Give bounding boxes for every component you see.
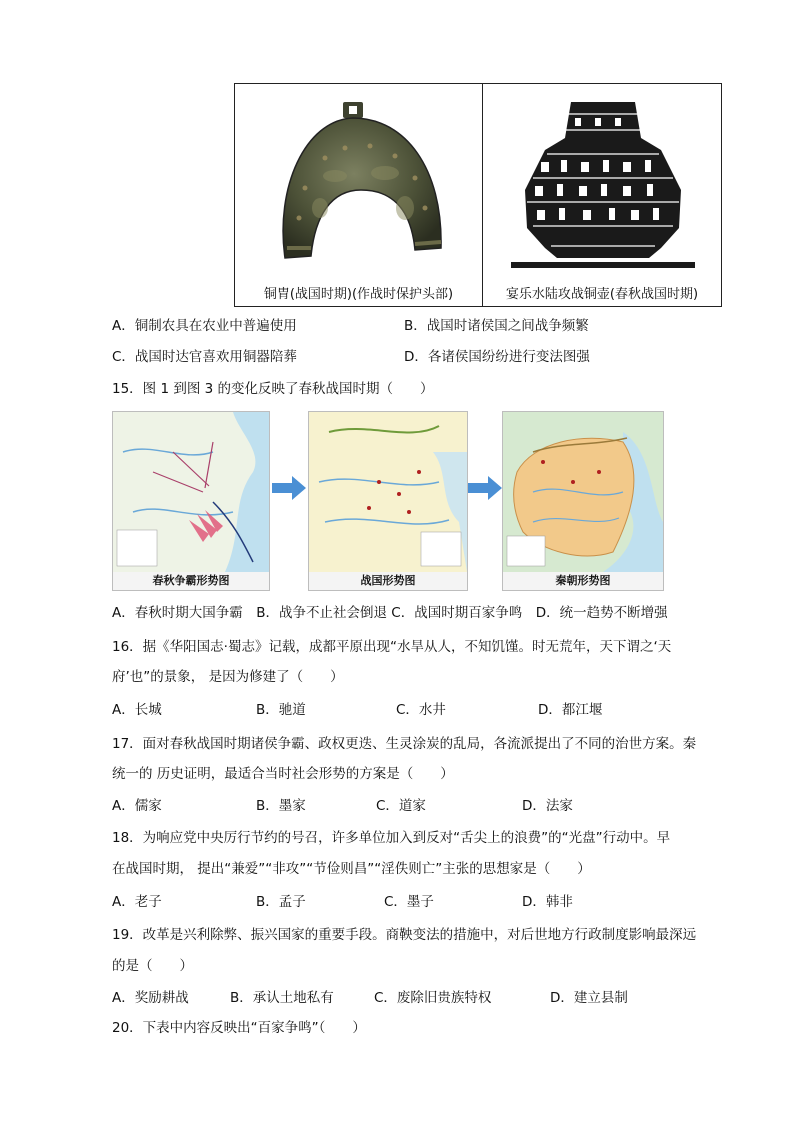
q17-stem-line-1: 17．面对春秋战国时期诸侯争霸、政权更迭、生灵涂炭的乱局，各流派提出了不同的治世方案。秦 [112,736,697,752]
bronze-helmet-image [265,98,455,270]
figure-table [234,83,722,307]
vessel-figure [483,84,721,306]
q18-stem-line-2: 在战国时期， 提出“兼爱”“非攻”“节俭则昌”“淫佚则亡”主张的思想家是（ ） [112,861,591,877]
q16-option-d: D．都江堰 [538,702,603,718]
helmet-figure [235,84,483,306]
q19-stem-line-2: 的是（ ） [112,958,193,974]
helmet-caption: 铜胄(战国时期)(作战时保护头部) [263,287,454,302]
q18-option-d: D．韩非 [522,894,573,910]
q16-stem-line-1: 16．据《华阳国志·蜀志》记载，成都平原出现“水旱从人，不知饥馑。时无荒年，天下谓之‘天 [112,639,672,655]
map-2 [308,411,468,591]
qin-dynasty-map-image [503,412,663,572]
q20-stem: 20．下表中内容反映出“百家争鸣”（ ） [112,1020,366,1036]
q18-option-b: B．孟子 [256,894,306,910]
q14-option-b: B．战国时诸侯国之间战争频繁 [404,318,589,334]
q18-stem-line-1: 18．为响应党中央厉行节约的号召，许多单位加入到反对“舌尖上的浪费”的“光盘”行动中。早 [112,830,671,846]
q19-option-a: A．奖励耕战 [112,990,189,1006]
q19-stem-line-1: 19．改革是兴利除弊、振兴国家的重要手段。商鞅变法的措施中，对后世地方行政制度影响最深远 [112,927,697,943]
vessel-caption: 宴乐水陆攻战铜壶(春秋战国时期) [505,287,699,302]
q16-stem-line-2: 府’也”的景象， 是因为修建了（ ） [112,669,344,685]
q19-option-b: B．承认土地私有 [230,990,334,1006]
q14-option-d: D．各诸侯国纷纷进行变法图强 [404,349,590,365]
q14-option-a: A．铜制农具在农业中普遍使用 [112,318,297,334]
map-1-title: 春秋争霸形势图 [152,574,230,587]
warring-states-map-image [309,412,467,572]
q16-option-b: B．驰道 [256,702,306,718]
q16-option-a: A．长城 [112,702,162,718]
map-2-title: 战国形势图 [360,574,416,587]
q18-option-c: C．墨子 [384,894,434,910]
map-3 [502,411,664,591]
q17-option-c: C．道家 [376,798,426,814]
q19-option-d: D．建立县制 [550,990,628,1006]
q15-options: A．春秋时期大国争霸 B．战争不止社会倒退 C．战国时期百家争鸣 D．统一趋势不断增强 [112,605,668,621]
q15-stem: 15．图 1 到图 3 的变化反映了春秋战国时期（ ） [112,381,434,397]
map-3-title: 秦朝形势图 [555,574,611,587]
bronze-vessel-rubbing-image [511,98,695,274]
q16-option-c: C．水井 [396,702,446,718]
q17-option-a: A．儒家 [112,798,162,814]
q17-stem-line-2: 统一的 历史证明，最适合当时社会形势的方案是（ ） [112,766,454,782]
q17-option-d: D．法家 [522,798,573,814]
arrow-right-icon [468,476,502,500]
arrow-right-icon [272,476,306,500]
map-1 [112,411,270,591]
q14-option-c: C．战国时达官喜欢用铜器陪葬 [112,349,297,365]
q18-option-a: A．老子 [112,894,162,910]
q19-option-c: C．废除旧贵族特权 [374,990,492,1006]
spring-autumn-map-image [113,412,269,572]
q17-option-b: B．墨家 [256,798,306,814]
